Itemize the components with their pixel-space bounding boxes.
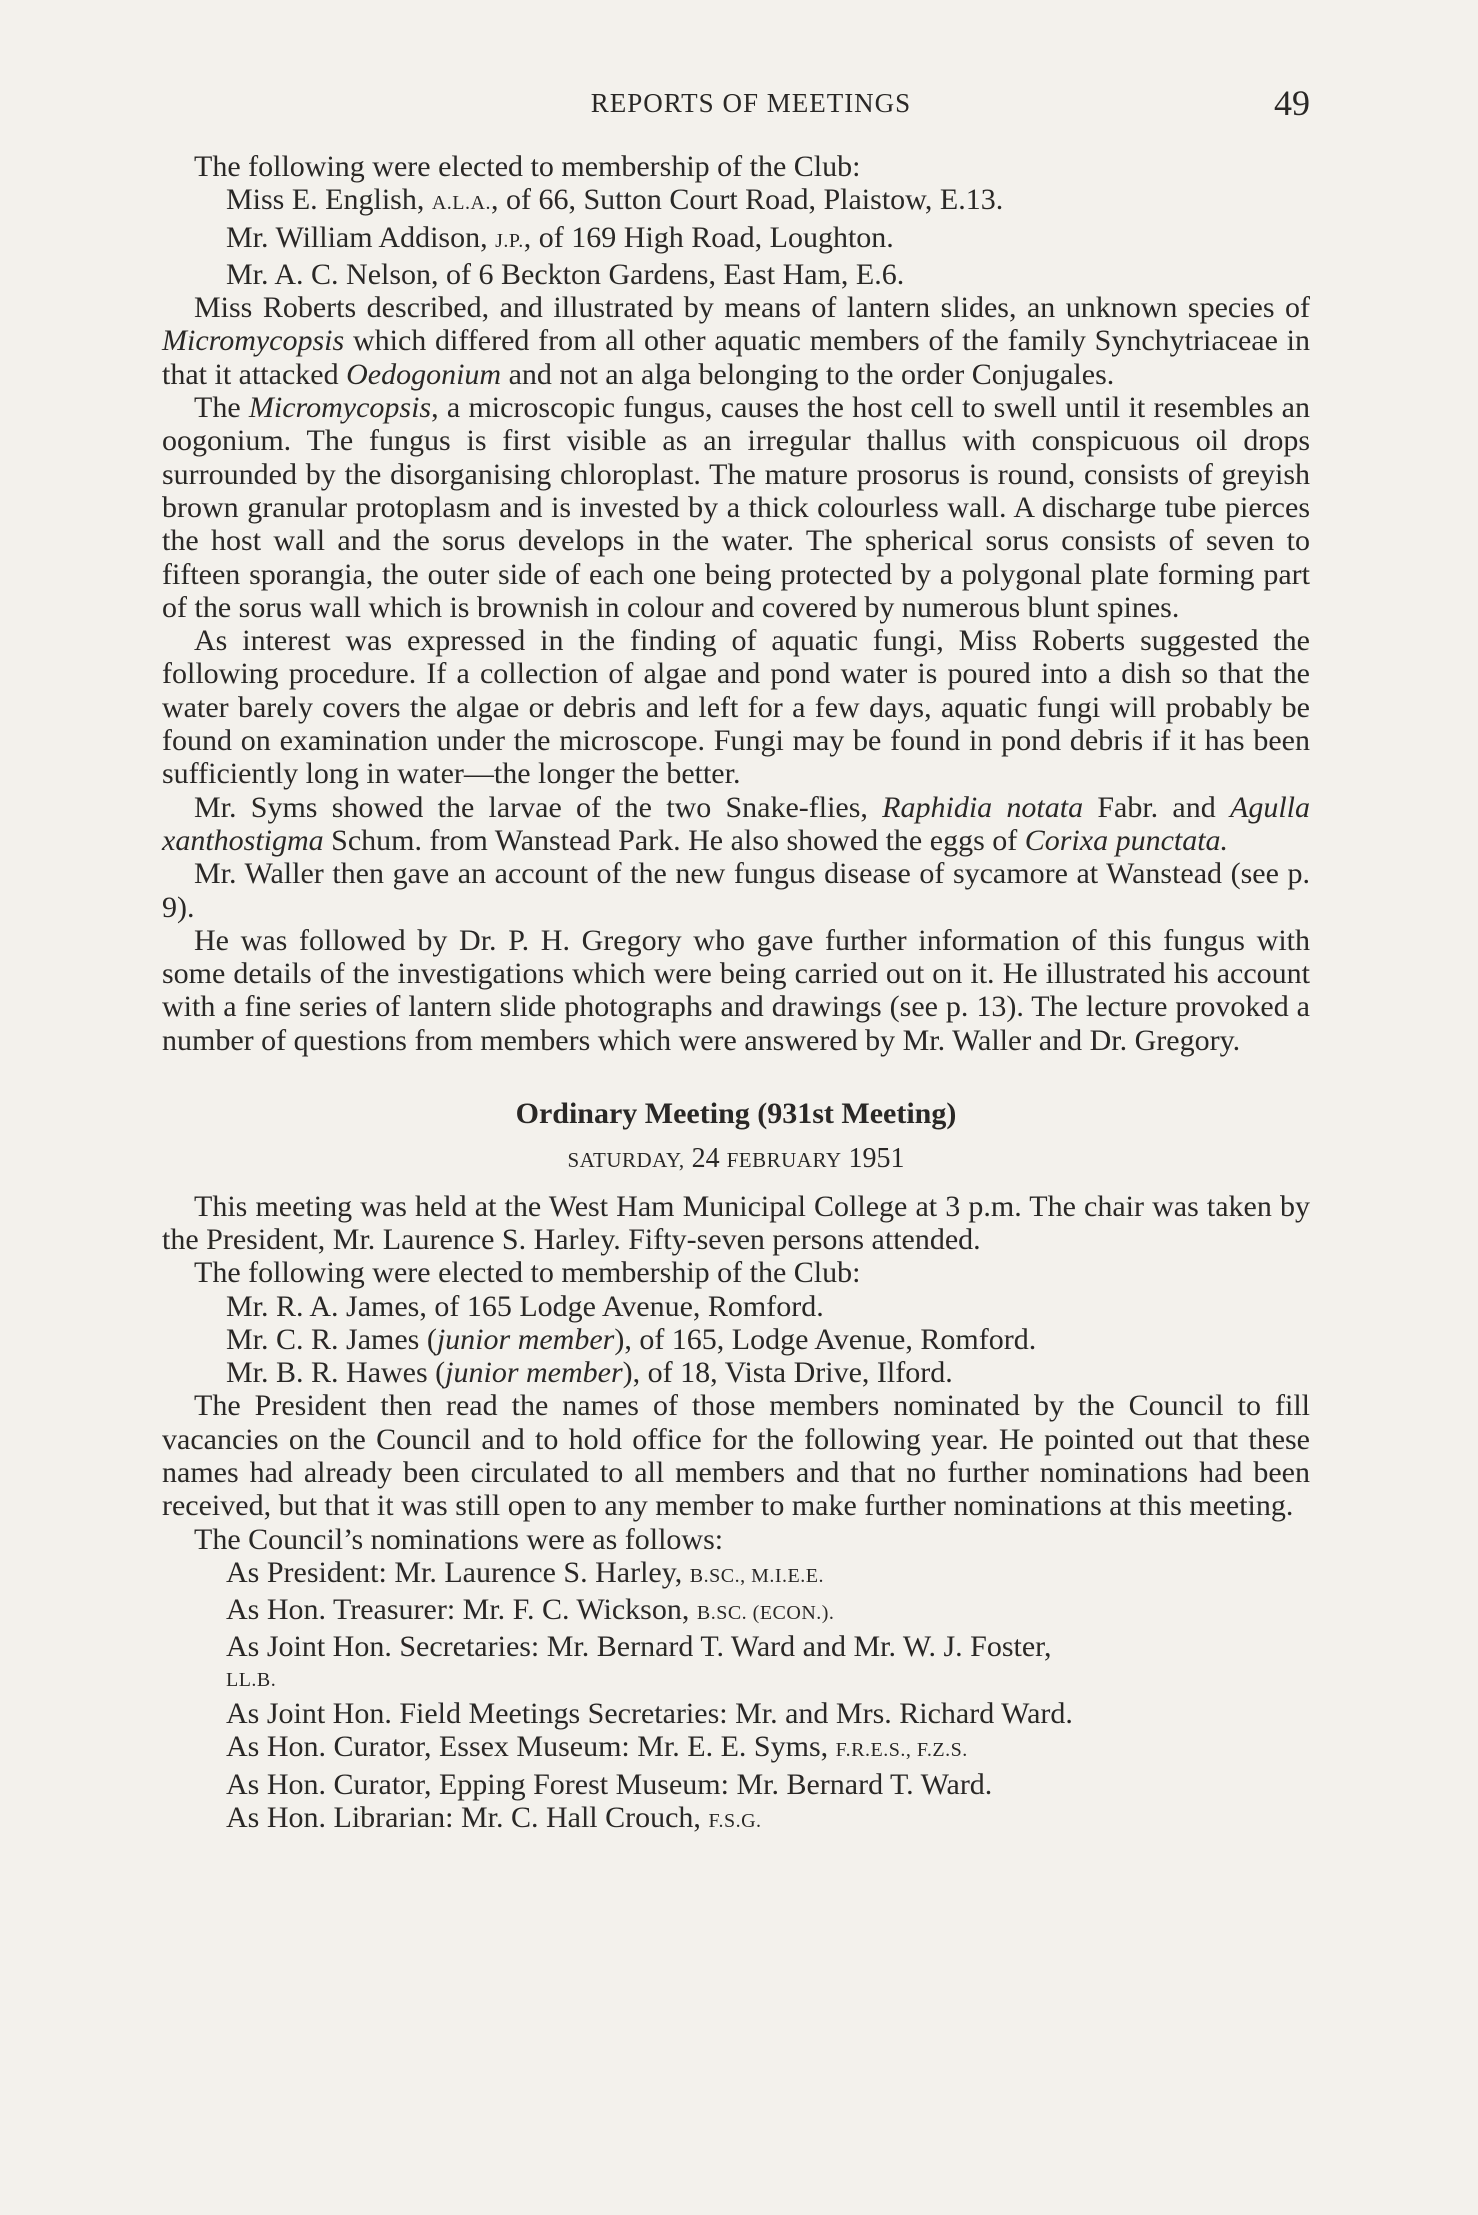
nomination-entry: As President: Mr. Laurence S. Harley, B.SC., M.I.E.E. xyxy=(226,1555,824,1589)
page-header xyxy=(192,83,1310,132)
page-number: 49 xyxy=(1274,83,1310,123)
nomination-entry: As Hon. Curator, Essex Museum: Mr. E. E. Syms, F.R.E.S., F.Z.S. xyxy=(226,1730,968,1764)
nomination-entry: As Hon. Treasurer: Mr. F. C. Wickson, B.SC. (ECON.). xyxy=(226,1593,835,1627)
member-entry: Mr. A. C. Nelson, of 6 Beckton Gardens, East Ham, E.6. xyxy=(226,257,905,291)
elected-intro-2: The following were elected to membership of the Club: xyxy=(194,1256,861,1290)
paragraph-sycamore-disease: Mr. Waller then gave an account of the new fungus disease of sycamore at Wanstead (see p. 9). xyxy=(162,857,1310,924)
member-entry: Mr. William Addison, J.P., of 169 High Road, Loughton. xyxy=(226,220,894,254)
running-title: REPORTS OF MEETINGS xyxy=(590,88,912,118)
nomination-entry: As Hon. Curator, Epping Forest Museum: Mr. Bernard T. Ward. xyxy=(226,1767,993,1801)
paragraph-meeting-venue: This meeting was held at the West Ham Municipal College at 3 p.m. The chair was taken by the President, Mr. Laurence S. Harley. Fifty-seven persons attended. xyxy=(162,1189,1310,1256)
elected-intro-1: The following were elected to membership of the Club: xyxy=(194,150,861,183)
nomination-entry: As Joint Hon. Secretaries: Mr. Bernard T. Ward and Mr. W. J. Foster, LL.B. xyxy=(226,1630,1052,1691)
section-heading: Ordinary Meeting (931st Meeting) xyxy=(515,1097,957,1131)
paragraph-aquatic-fungi: As interest was expressed in the finding of aquatic fungi, Miss Roberts suggested the following procedure. If a collection of algae and pond water is poured into a dish so that the water barely covers the algae or debris and left for a few days, aquatic fungi will probably be found on examination under the microscope. Fungi may be found in pond debris if it has been sufficiently long in water—the longer the better. xyxy=(162,624,1310,791)
paragraph-snake-flies: Mr. Syms showed the larvae of the two Snake-flies, Raphidia notata Fabr. and Agulla xanthostigma Schum. from Wanstead Park. He also showed the eggs of Corixa punctata. xyxy=(162,790,1310,857)
body-text xyxy=(162,150,1310,1838)
paragraph-gregory: He was followed by Dr. P. H. Gregory who gave further information of this fungus with some details of the investigations which were being carried out on it. He illustrated his account with a fine series of lantern slide photographs and drawings (see p. 13). The lecture provoked a number of questions from members which were answered by Mr. Waller and Dr. Gregory. xyxy=(162,923,1310,1057)
nominations-intro: The Council’s nominations were as follows: xyxy=(194,1522,724,1556)
paragraph-micromycopsis-intro: Miss Roberts described, and illustrated by means of lantern slides, an unknown species of Micromycopsis which differed from all other aquatic members of the family Synchytriaceae in that it attacked Oedogonium and not an alga belonging to the order Conjugales. xyxy=(162,291,1310,391)
member-entry: Miss E. English, A.L.A., of 66, Sutton Court Road, Plaistow, E.13. xyxy=(226,183,1004,217)
nomination-entry: As Hon. Librarian: Mr. C. Hall Crouch, F.S.G. xyxy=(226,1800,762,1834)
nomination-entry: As Joint Hon. Field Meetings Secretaries: Mr. and Mrs. Richard Ward. xyxy=(226,1697,1073,1731)
meeting-date: SATURDAY, 24 FEBRUARY 1951 xyxy=(567,1143,905,1175)
member-entry: Mr. R. A. James, of 165 Lodge Avenue, Romford. xyxy=(226,1289,824,1323)
paragraph-nominations: The President then read the names of those members nominated by the Council to fill vacancies on the Council and to hold office for the following year. He pointed out that these names had already been circulated to all members and that no further nominations had been received, but that it was still open to any member to make further nominations at this meeting. xyxy=(162,1389,1310,1523)
paragraph-micromycopsis-description: The Micromycopsis, a microscopic fungus, causes the host cell to swell until it resembles an oogonium. The fungus is first visible as an irregular thallus with conspicuous oil drops surrounded by the disorganising chloroplast. The mature prosorus is round, consists of greyish brown granular protoplasm and is invested by a thick colourless wall. A discharge tube pierces the host wall and the sorus develops in the water. The spherical sorus consists of seven to fifteen sporangia, the outer side of each one being protected by a polygonal plate forming part of the sorus wall which is brownish in colour and covered by numerous blunt spines. xyxy=(162,391,1310,624)
member-entry: Mr. C. R. James (junior member), of 165, Lodge Avenue, Romford. xyxy=(226,1322,1037,1356)
member-entry: Mr. B. R. Hawes (junior member), of 18, Vista Drive, Ilford. xyxy=(226,1356,953,1390)
